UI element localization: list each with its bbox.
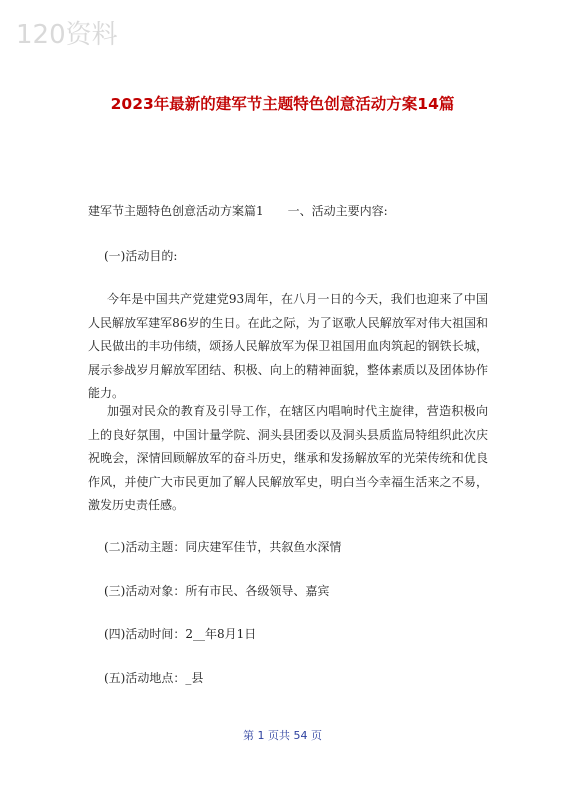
paragraph-purpose: 今年是中国共产党建党93周年，在八月一日的今天，我们也迎来了中国人民解放军建军86岁的生日。在此之际，为了讴歌人民解放军对伟大祖国和人民做出的丰功伟绩，颂扬人民解放军为保卫祖国用血肉筑起的钢铁长城，展示参战岁月解放军团结、积极、向上的精神面貌，整体素质以及团体协作能力。 (88, 292, 488, 400)
watermark-logo: 120资料 (16, 20, 118, 50)
activity-theme: (二)活动主题：同庆建军佳节，共叙鱼水深情 (104, 540, 342, 554)
section-heading: 建军节主题特色创意活动方案篇1 一、活动主要内容: (88, 204, 388, 218)
paragraph-education: 加强对民众的教育及引导工作，在辖区内唱响时代主旋律，营造积极向上的良好氛围，中国计量学院、洞头县团委以及洞头县质监局特组织此次庆祝晚会，深情回顾解放军的奋斗历史，继承和发扬解放军的光荣传统和优良作风，并使广大市民更加了解人民解放军史，明白当今幸福生活来之不易，激发历史责任感。 (88, 404, 488, 512)
activity-location: (五)活动地点：_县 (104, 671, 204, 685)
activity-time: (四)活动时间：2__年8月1日 (104, 627, 257, 641)
activity-audience: (三)活动对象：所有市民、各级领导、嘉宾 (104, 584, 330, 598)
document-title: 2023年最新的建军节主题特色创意活动方案14篇 (110, 95, 455, 113)
page-number: 第 1 页共 54 页 (243, 729, 322, 742)
objective-label: (一)活动目的: (104, 249, 178, 263)
